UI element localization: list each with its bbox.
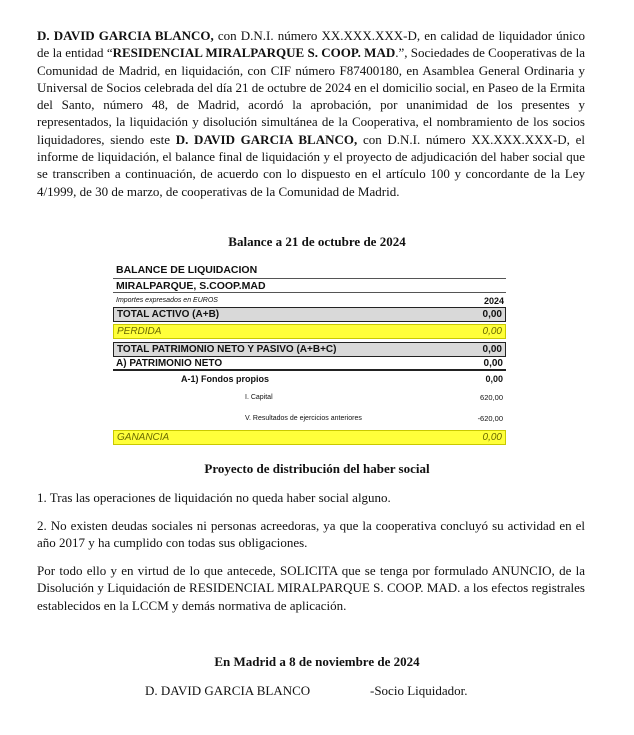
total-activo-value: 0,00 [482,309,502,320]
intro-text-1: con D.N.I. número XX.XXX.XXX-D, en calidad de liquidador único de la entidad “ [37,28,585,61]
balance-entity: MIRALPARQUE, S.COOP.MAD [113,278,506,293]
ganancia-label: GANANCIA [117,432,170,443]
place-date: En Madrid a 8 de noviembre de 2024 [214,654,420,669]
liquidator-name-2: D. DAVID GARCIA BLANCO, [175,131,358,147]
balance-title: BALANCE DE LIQUIDACION [116,264,258,276]
perdida-value: 0,00 [482,326,502,337]
fondos-propios-label: A-1) Fondos propios [181,374,269,384]
signer-role: -Socio Liquidador. [370,683,468,698]
total-activo-row [113,307,506,322]
perdida-label: PERDIDA [117,326,162,337]
balance-units: Importes expresados en EUROS [116,297,218,304]
intro-text-3: con D.N.I. número XX.XXX.XXX-D, el informe de liquidación, el balance final de liquidación y el proyecto de adjudicación del haber social que se transcriben a continuación, de acuerdo con lo dispuesto en el artículo 100 y concordante de la Ley 4/1999, de 30 de marzo, de cooperativas de la Comunidad de Madrid. [37,131,585,199]
capital-value: 620,00 [480,393,503,402]
fondos-propios-row [113,371,506,387]
ganancia-value: 0,00 [482,432,502,443]
entity-name: RESIDENCIAL MIRALPARQUE S. COOP. MAD [112,45,396,61]
resultados-value: -620,00 [477,414,503,423]
liquidator-name: D. DAVID GARCIA BLANCO, [37,28,214,43]
total-pn-pasivo-row [113,342,506,357]
total-activo-label: TOTAL ACTIVO (A+B) [117,309,220,320]
balance-table [113,262,506,445]
patrimonio-neto-row [113,357,506,371]
total-pn-pasivo-label: TOTAL PATRIMONIO NETO Y PASIVO (A+B+C) [117,344,337,355]
capital-row [113,387,506,408]
intro-text-2: .”, Sociedades de Cooperativas de la Comunidad de Madrid, en liquidación, con CIF número F87400180, en Asamblea General Ordinaria y Universal de Socios celebrada del día 21 de octubre de 2024 en el domicilio social, en Paseo de la Ermita del Santo, número 48, de Madrid, acordó la aprobación, por unanimidad de los presentes y representados, la liquidación y disolución simultánea de la Cooperativa, el nombramiento de los socios liquidadores, siendo este [37,45,586,147]
point-2: 2. No existen deudas sociales ni personas acreedoras, ya que la cooperativa concluyó su actividad en el año 2017 y ha cumplido con todas sus obligaciones. [37,518,585,551]
resultados-label: V. Resultados de ejercicios anteriores [245,415,362,422]
patrimonio-neto-label: A) PATRIMONIO NETO [116,358,223,369]
balance-heading: Balance a 21 de octubre de 2024 [228,234,406,249]
fondos-propios-value: 0,00 [485,374,503,384]
perdida-row [113,324,506,339]
signer-name: D. DAVID GARCIA BLANCO [145,683,311,698]
capital-label: I. Capital [245,394,273,401]
patrimonio-neto-value: 0,00 [483,358,503,369]
total-pn-pasivo-value: 0,00 [482,344,502,355]
request-paragraph: Por todo ello y en virtud de lo que antecede, SOLICITA que se tenga por formulado ANUNCIO, de la Disolución y Liquidación de RESIDENCIAL MIRALPARQUE S. COOP. MAD. a los efectos registrales establecidos en la LCCM y demás normativa de aplicación. [37,563,585,613]
balance-year: 2024 [483,296,504,306]
resultados-row [113,408,506,429]
intro-paragraph [37,27,585,200]
balance-units-row [113,293,506,307]
ganancia-row [113,430,506,445]
distribution-heading: Proyecto de distribución del haber social [204,461,430,476]
point-1: 1. Tras las operaciones de liquidación no queda haber social alguno. [37,490,391,505]
